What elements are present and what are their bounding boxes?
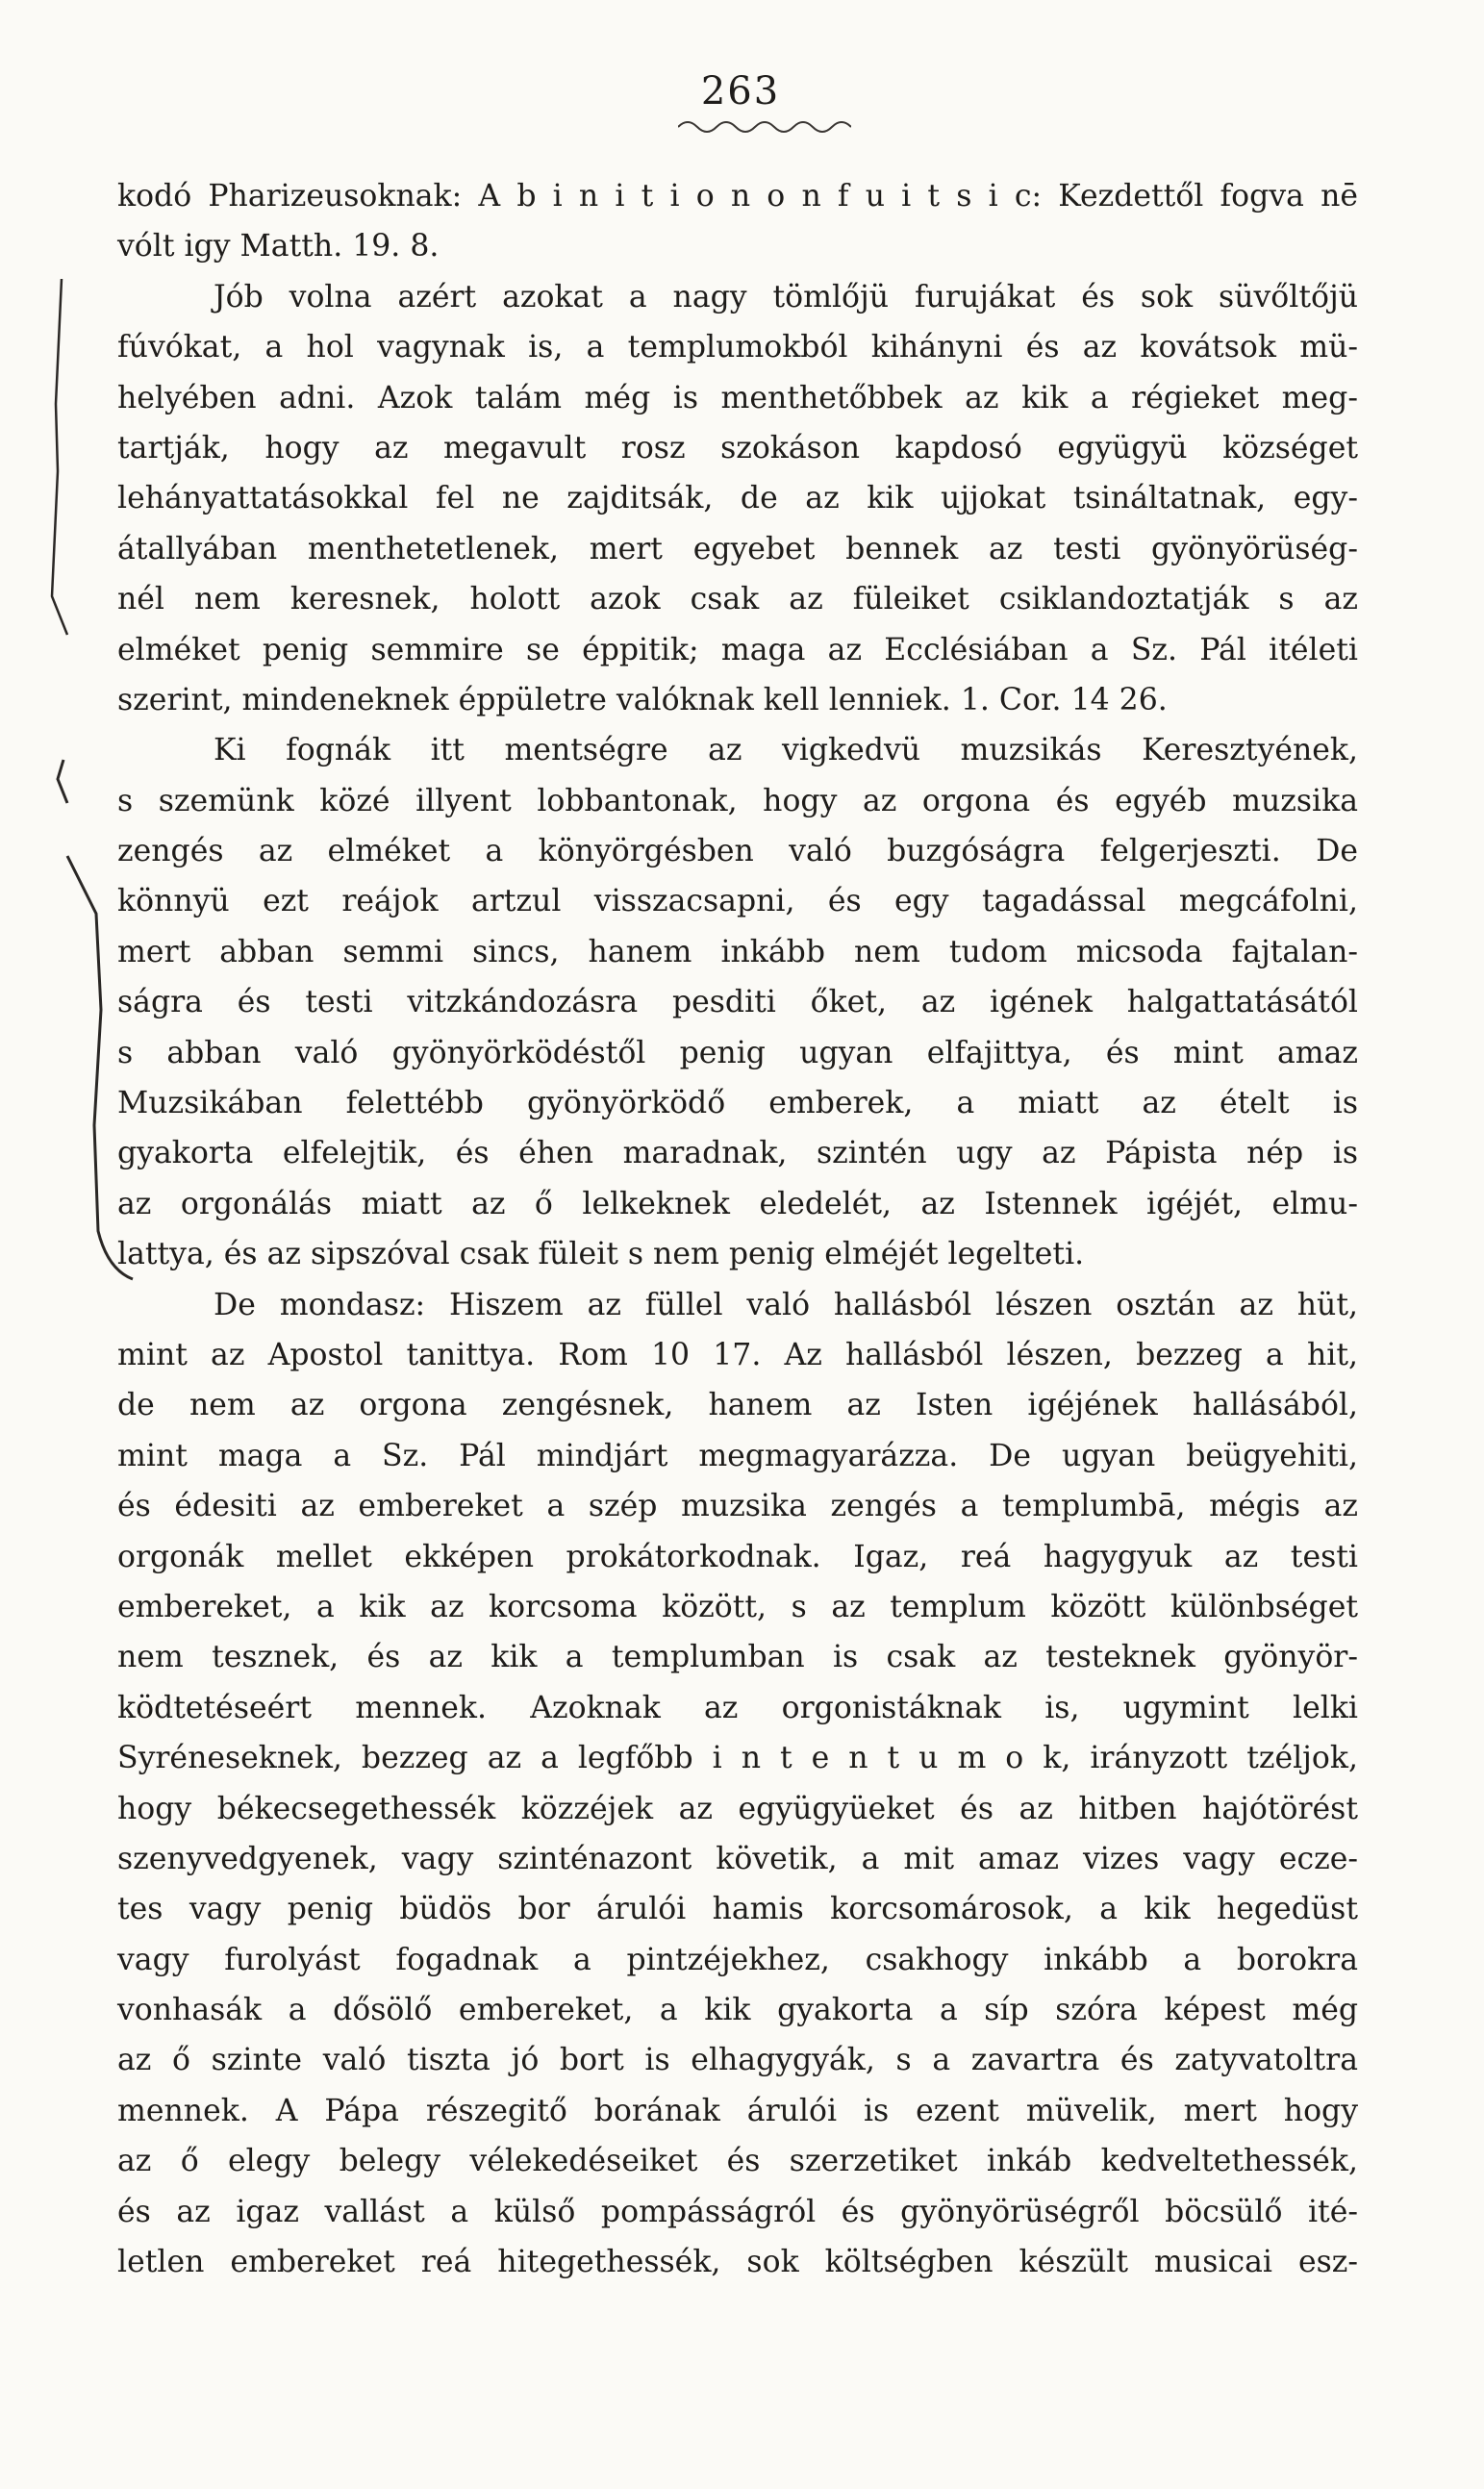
text-line: könnyü ezt reájok artzul visszacsapni, és egy tagadással megcáfolni, <box>117 884 1358 919</box>
text-line: Syréneseknek, bezzeg az a legfőbb i n t e n t u m o k, irányzott tzéljok, <box>117 1741 1358 1776</box>
text-line: mert abban semmi sincs, hanem inkább nem tudom micsoda fajtalan- <box>117 934 1358 969</box>
page-number-ornament <box>678 113 851 138</box>
text-line: Ki fognák itt mentségre az vigkedvü muzsikás Keresztyének, <box>214 733 1358 768</box>
text-line: letlen embereket reá hitegethessék, sok költségben készült musicai esz- <box>117 2245 1358 2280</box>
text-line: átallyában menthetetlenek, mert egyebet bennek az testi gyönyörüség- <box>117 531 1358 566</box>
page-number: 263 <box>700 69 781 113</box>
text-line: szerint, mindeneknek éppületre valóknak kell lenniek. 1. Cor. 14 26. <box>117 682 1168 717</box>
text-line: orgonák mellet ekképen prokátorkodnak. Igaz, reá hagygyuk az testi <box>117 1539 1358 1574</box>
text-line: s abban való gyönyörködéstől penig ugyan elfajittya, és mint amaz <box>117 1035 1358 1070</box>
text-line: Muzsikában felettébb gyönyörködő emberek, a miatt az ételt is <box>117 1086 1358 1121</box>
text-line: Jób volna azért azokat a nagy tömlőjü furujákat és sok süvőltőjü <box>214 279 1358 314</box>
text-line: lattya, és az sipszóval csak füleit s nem penig elméjét legelteti. <box>117 1237 1085 1272</box>
text-line: s szemünk közé illyent lobbantonak, hogy az orgona és egyéb muzsika <box>117 783 1358 818</box>
text-line: az orgonálás miatt az ő lelkeknek eledelét, az Istennek igéjét, elmu- <box>117 1186 1358 1221</box>
text-line: tartják, hogy az megavult rosz szokáson kapdosó együgyü községet <box>117 430 1358 465</box>
page-text <box>117 171 1358 2287</box>
text-line: gyakorta elfelejtik, és éhen maradnak, szintén ugy az Pápista nép is <box>117 1136 1358 1171</box>
text-line: az ő elegy belegy vélekedéseiket és szerzetiket inkáb kedveltethessék, <box>117 2144 1358 2179</box>
text-line: elméket penig semmire se éppitik; maga az Ecclésiában a Sz. Pál itéleti <box>117 632 1358 667</box>
text-line: helyében adni. Azok talám még is menthetőbbek az kik a régieket meg- <box>117 380 1358 415</box>
text-line: embereket, a kik az korcsoma között, s az templum között különbséget <box>117 1589 1358 1624</box>
text-line: vólt igy Matth. 19. 8. <box>117 229 440 264</box>
text-line: De mondasz: Hiszem az füllel való hallásból lészen osztán az hüt, <box>214 1287 1358 1322</box>
text-line: ságra és testi vitzkándozásra pesditi őket, az igének halgattatásától <box>117 985 1358 1020</box>
text-line: mennek. A Pápa részegitő borának árulói is ezent müvelik, mert hogy <box>117 2093 1358 2128</box>
text-line: és édesiti az embereket a szép muzsika zengés a templumbā, mégis az <box>117 1489 1358 1524</box>
text-line: mint maga a Sz. Pál mindjárt megmagyarázza. De ugyan beügyehiti, <box>117 1438 1358 1473</box>
text-line: tes vagy penig büdös bor árulói hamis korcsomárosok, a kik hegedüst <box>117 1892 1358 1927</box>
text-line: vagy furolyást fogadnak a pintzéjekhez, csakhogy inkább a borokra <box>117 1942 1358 1977</box>
text-line: de nem az orgona zengésnek, hanem az Isten igéjének hallásából, <box>117 1388 1358 1423</box>
text-line: fúvókat, a hol vagynak is, a templumokból kihányni és az kovátsok mü- <box>117 330 1358 365</box>
text-line: lehányattatásokkal fel ne zajditsák, de az kik ujjokat tsináltatnak, egy- <box>117 481 1358 516</box>
text-line: ködtetéseért mennek. Azoknak az orgonistáknak is, ugymint lelki <box>117 1690 1358 1725</box>
text-line: hogy békecsegethessék közzéjek az együgyüeket és az hitben hajótörést <box>117 1791 1358 1826</box>
text-line: az ő szinte való tiszta jó bort is elhagygyák, s a zavartra és zatyvatoltra <box>117 2043 1358 2078</box>
text-line: zengés az elméket a könyörgésben való buzgóságra felgerjeszti. De <box>117 834 1358 869</box>
text-line: vonhasák a dősölő embereket, a kik gyakorta a síp szóra képest még <box>117 1993 1358 2028</box>
text-line: nél nem keresnek, holott azok csak az füleiket csiklandoztatják s az <box>117 582 1358 617</box>
text-line: kodó Pharizeusoknak: A b i n i t i o n o n f u i t s i c: Kezdettől fogva nē <box>117 179 1358 214</box>
text-line: és az igaz vallást a külső pompásságról és gyönyörüségről böcsülő ité- <box>117 2194 1358 2229</box>
text-line: szenyvedgyenek, vagy szinténazont követik, a mit amaz vizes vagy eczе- <box>117 1841 1358 1876</box>
text-line: nem tesznek, és az kik a templumban is csak az testeknek gyönyör- <box>117 1640 1358 1675</box>
text-line: mint az Apostol tanittya. Rom 10 17. Az hallásból lészen, bezzeg a hit, <box>117 1337 1358 1372</box>
